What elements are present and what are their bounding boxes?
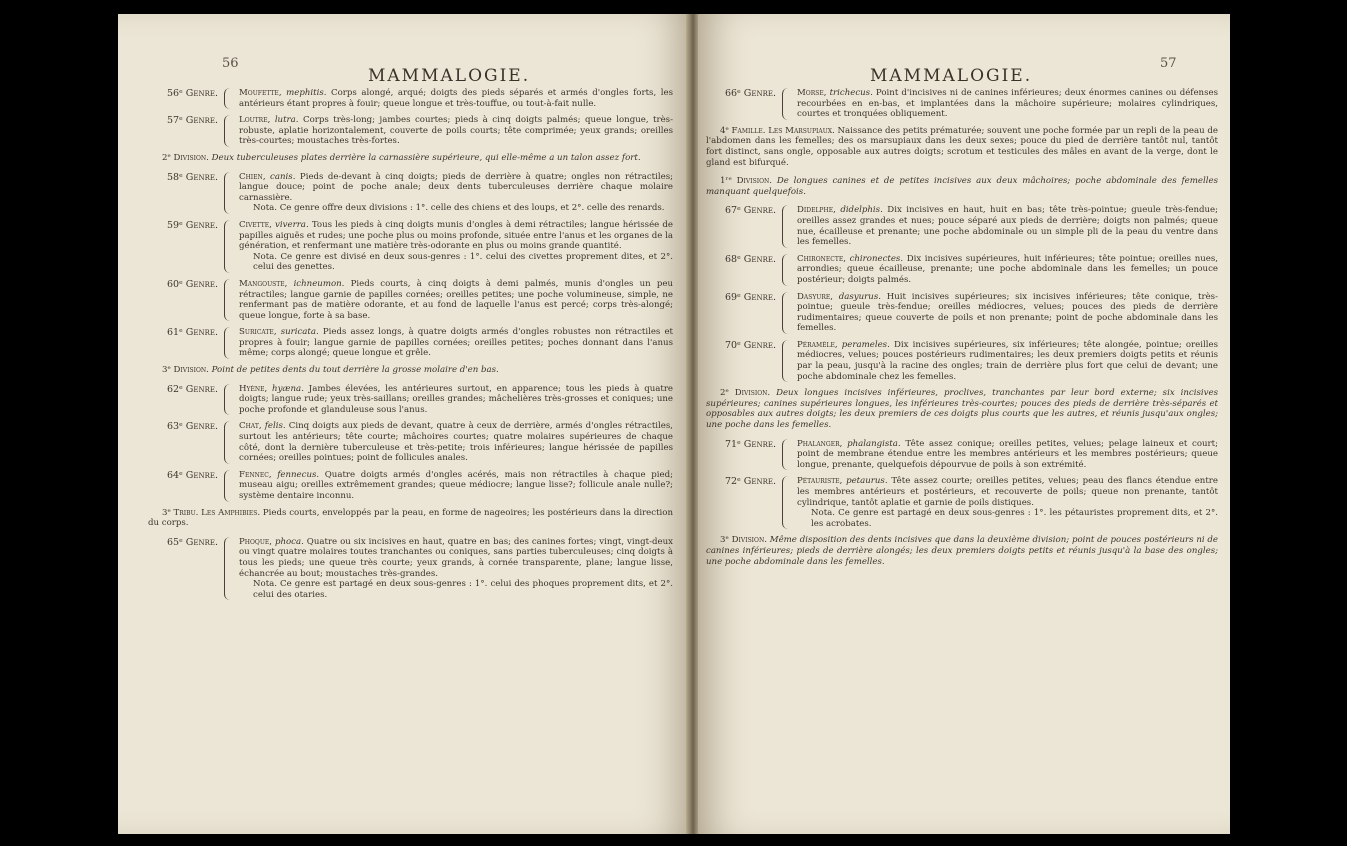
genus-latin: didelphis (840, 205, 881, 216)
page-number-right: 57 (1160, 56, 1177, 71)
genus-nota: Nota. Ce genre offre deux divisions : 1°. celle des chiens et des loups, et 2°. celle des renards. (253, 203, 665, 214)
genus-text: . Corps alongé, arqué; doigts des pieds séparés et armés d'ongles forts, les antérieurs étant propres à fouir; queue longue et très-touffue, ou tout-à-fait nulle. (239, 88, 673, 109)
left-page (118, 14, 690, 834)
genus-name: Dasyure (797, 291, 831, 302)
genus-latin: felis (264, 421, 283, 432)
genus-latin: ichneumon (293, 278, 342, 289)
genus-name: Didelphe (797, 205, 834, 216)
genus-number: 61ᵉ Genre. (166, 327, 218, 339)
genus-text: . Pieds assez longs, à quatre doigts armés d'ongles robustes non rétractiles et propres à fouir; langue garnie de papilles cornées; oreilles petites; poches donnant dans l'anus même; corps alongé; queue longue et grêle. (239, 327, 673, 359)
genus-text: . Dix incisives supérieures, six inférieures; tête alongée, pointue; oreilles médiocres, velues; pouces postérieurs rudimentaires; les deux premiers doigts petits et réunis par la peau, jusqu'à la racine des ongles; train de derrière plus fort que celui de devant; une poche abdominale chez les femelles. (797, 339, 1218, 382)
section-label: 3ᵉ Tribu. (162, 507, 199, 518)
section-name: Les Amphibies (201, 507, 258, 518)
genus-text: . Pieds de-devant à cinq doigts; pieds de derrière à quatre; ongles non rétractiles; langue douce; point de poche anale; deux dents tuberculeuses derrière chaque molaire carnassière. (239, 171, 673, 203)
genus-name: Phalanger (797, 438, 840, 449)
genus-description: Dasyure, dasyurus. Huit incisives supérieures; six incisives inférieures; tête conique, très-pointue; gueule très-fendue; oreilles médiocres, velues; pouces des pieds de derrière rudimentaires; queue couverte de poils et non prenante; point de poche abdominale dans les femelles. (797, 291, 1218, 334)
brace-mark (224, 88, 233, 109)
brace-mark (224, 220, 233, 273)
genus-number: 60ᵉ Genre. (166, 278, 218, 290)
genus-nota: Nota. Ce genre est partagé en deux sous-genres : 1°. celui des phoques proprement dits, et 2°. celui des otaries. (253, 579, 673, 600)
left-page-body (148, 88, 673, 606)
genus-description: Suricate, suricata. Pieds assez longs, à quatre doigts armés d'ongles robustes non rétractiles et propres à fouir; langue garnie de papilles cornées; oreilles petites; poches donnant dans l'anus même; corps alongé; queue longue et grêle. (239, 327, 673, 359)
brace-mark (224, 172, 233, 214)
page-number-left: 56 (222, 56, 239, 71)
genus-description: Phalanger, phalangista. Tête assez conique; oreilles petites, velues; pelage laineux et court; point de membrane étendue entre les membres antérieurs et les membres postérieurs; queue longue, prenante, quelquefois dépourvue de poils à son extrémité. (797, 438, 1219, 470)
genus-number: 59ᵉ Genre. (166, 219, 218, 231)
section-label: 2ᵉ Division. (720, 388, 771, 399)
genus-nota: Nota. Ce genre est divisé en deux sous-genres : 1°. celui des civettes proprement dites, et 2°. celui des genettes. (253, 251, 673, 273)
genus-text: . Corps très-long; jambes courtes; pieds à cinq doigts palmés; queue longue, très-robuste, aplatie horizontalement, couverte de poils courts; tête comprimée; yeux grands; oreilles très-courtes; moustaches très-fortes. (239, 115, 673, 147)
genus-description: Mangouste, ichneumon. Pieds courts, à cinq doigts à demi palmés, munis d'ongles un peu rétractiles; langue garnie de papilles cornées; oreilles petites; une poche volumineuse, simple, ne renfermant pas de matière odorante, et au fond de laquelle l'anus est percé; corps très-alongé; queue longue, forte à sa base. (239, 278, 673, 321)
genus-name: Mangouste (239, 278, 285, 289)
genus-description: Fennec, fennecus. Quatre doigts armés d'ongles acérés, mais non rétractiles à chaque pied; museau aigu; oreilles extrêmement grandes; queue médiocre; langue lisse?; follicule anale nulle?; système dentaire inconnu. (239, 469, 674, 501)
genus-name: Chat (239, 421, 259, 432)
genus-entry (706, 439, 1218, 471)
section-heading (148, 508, 673, 529)
genus-entry (148, 88, 673, 109)
genus-number: 68ᵉ Genre. (724, 253, 776, 265)
genus-latin: hyæna (272, 383, 302, 394)
genus-entry (148, 421, 673, 463)
genus-number: 62ᵉ Genre. (166, 383, 218, 395)
genus-nota: Nota. Ce genre est partagé en deux sous-genres : 1°. les pétauristes proprement dits, et 2°. les acrobates. (811, 508, 1218, 529)
genus-entry (706, 88, 1218, 120)
brace-mark (782, 476, 791, 529)
book-spread (118, 14, 1230, 834)
genus-text: . Pieds courts, à cinq doigts à demi palmés, munis d'ongles un peu rétractiles; langue garnie de papilles cornées; oreilles petites; une poche volumineuse, simple, ne renfermant pas de matière odorante, et au fond de laquelle l'anus est percé; corps très-alongé; queue longue, forte à sa base. (239, 278, 673, 321)
section-heading (706, 535, 1218, 567)
brace-mark (224, 327, 233, 359)
genus-text: . Quatre ou six incisives en haut, quatre en bas; des canines fortes; vingt, vingt-deux ou vingt quatre molaires toutes tranchantes ou coniques, sans parties tuberculeuses; cinq doigts à tous les pieds; une queue très courte; yeux grands, à cornée transparente, plane; langue lisse, échancrée au bout; moustaches très-grandes. (239, 536, 673, 579)
genus-latin: phalangista (847, 438, 898, 449)
genus-entry (706, 340, 1218, 382)
section-label: 3ᵉ Division. (162, 365, 209, 376)
genus-entry (148, 279, 673, 321)
section-heading (148, 365, 673, 376)
genus-text: . Huit incisives supérieures; six incisives inférieures; tête conique, très-pointue; gueule très-fendue; oreilles médiocres, velues; pouces des pieds de derrière rudimentaires; queue couverte de poils et non prenante; point de poche abdominale dans les femelles. (797, 291, 1218, 334)
section-label: 3ᵉ Division. (720, 535, 767, 546)
genus-entry (148, 327, 673, 359)
genus-entry (148, 384, 673, 416)
genus-text: . Tête assez conique; oreilles petites, velues; pelage laineux et court; point de membrane étendue entre les membres antérieurs et les membres postérieurs; queue longue, prenante, quelquefois dépourvue de poils à son extrémité. (797, 438, 1219, 470)
section-heading (148, 153, 673, 164)
genus-number: 72ᵉ Genre. (724, 476, 776, 488)
genus-number: 63ᵉ Genre. (166, 421, 218, 433)
brace-mark (782, 340, 791, 382)
genus-name: Chironecte (797, 253, 844, 264)
genus-latin: trichecus (829, 88, 871, 98)
genus-description: Phoque, phoca. Quatre ou six incisives en haut, quatre en bas; des canines fortes; vingt, vingt-deux ou vingt quatre molaires toutes tranchantes ou coniques, sans parties tuberculeuses; cinq doigts à tous les pieds; une queue très courte; yeux grands, à cornée transparente, plane; langue lisse, échancrée au bout; moustaches très-grandes. Nota. Ce genre est partagé en deux sous-genres : 1°. celui des phoques proprement dits, et 2°. celui des otaries. (239, 536, 673, 600)
genus-entry (706, 254, 1218, 286)
genus-latin: mephitis (286, 88, 324, 98)
genus-text: . Cinq doigts aux pieds de devant, quatre à ceux de derrière, armés d'ongles rétractiles, surtout les antérieurs; tête courte; mâchoires courtes; quatre molaires supérieures de chaque côté, dont la dernière tuberculeuse et très-petite; trois inférieures; langue hérissée de papilles cornées; oreilles pointues; point de follicules anales. (239, 421, 673, 464)
brace-mark (224, 115, 233, 147)
brace-mark (224, 279, 233, 321)
genus-description: Civette, viverra. Tous les pieds à cinq doigts munis d'ongles à demi rétractiles; langue hérissée de papilles aiguës et rudes; une poche plus ou moins profonde, située entre l'anus et les organes de la génération, et renfermant une matière très-odorante en plus ou moins grande quantité. Nota. Ce genre est divisé en deux sous-genres : 1°. celui des civettes proprement dites, et 2°. celui des genettes. (239, 219, 673, 273)
genus-entry (706, 205, 1218, 247)
genus-description: Chironecte, chironectes. Dix incisives supérieures, huit inférieures; tête pointue; oreilles nues, arrondies; queue écailleuse, prenante; une poche abdominale dans les femelles; un pouce postérieur; doigts palmés. (797, 253, 1218, 285)
genus-number: 69ᵉ Genre. (724, 291, 776, 303)
genus-text: . Jambes élevées, les antérieures surtout, en apparence; tous les pieds à quatre doigts; langue rude; yeux très-saillans; oreilles grandes; mâchelières très-grosses et coniques; une poche profonde et glanduleuse sous l'anus. (239, 383, 674, 415)
running-head-right: MAMMALOGIE. (870, 66, 1033, 86)
genus-number: 70ᵉ Genre. (724, 339, 776, 351)
section-text: Deux tuberculeuses plates derrière la carnassière supérieure, qui elle-même a un talon assez fort. (211, 152, 641, 163)
genus-description: Hyène, hyæna. Jambes élevées, les antérieures surtout, en apparence; tous les pieds à quatre doigts; langue rude; yeux très-saillans; oreilles grandes; mâchelières très-grosses et coniques; une poche profonde et glanduleuse sous l'anus. (239, 383, 674, 415)
section-heading (706, 388, 1218, 430)
genus-description: Chien, canis. Pieds de-devant à cinq doigts; pieds de derrière à quatre; ongles non rétractiles; langue douce; point de poche anale; deux dents tuberculeuses derrière chaque molaire carnassière. Nota. Ce genre offre deux divisions : 1°. celle des chiens et des loups, et 2°. celle des renards. (239, 171, 673, 214)
genus-name: Péramèle (797, 339, 835, 350)
genus-name: Hyène (239, 383, 265, 394)
brace-mark (782, 254, 791, 286)
brace-mark (224, 421, 233, 463)
genus-description: Moufette, mephitis. Corps alongé, arqué; doigts des pieds séparés et armés d'ongles forts, les antérieurs étant propres à fouir; queue longue et très-touffue, ou tout-à-fait nulle. (239, 88, 673, 109)
genus-number: 58ᵉ Genre. (166, 171, 218, 183)
genus-entry (148, 537, 673, 601)
genus-description: Pétauriste, petaurus. Tête assez courte; oreilles petites, velues; peau des flancs étendue entre les membres antérieurs et postérieurs, et recouverte de poils; queue non prenante, tantôt cylindrique, tantôt aplatie et garnie de poils distiques. Nota. Ce genre est partagé en deux sous-genres : 1°. les pétauristes proprement dits, et 2°. les acrobates. (797, 476, 1218, 529)
brace-mark (224, 470, 233, 502)
brace-mark (782, 439, 791, 471)
genus-number: 71ᵉ Genre. (724, 438, 776, 450)
genus-number: 57ᵉ Genre. (166, 115, 218, 127)
genus-latin: canis (270, 171, 293, 182)
brace-mark (224, 384, 233, 416)
section-label: 1ʳᵉ Division. (720, 176, 772, 187)
genus-text: . Tous les pieds à cinq doigts munis d'ongles à demi rétractiles; langue hérissée de papilles aiguës et rudes; une poche plus ou moins profonde, située entre l'anus et les organes de la génération, et renfermant une matière très-odorante en plus ou moins grande quantité. (239, 219, 673, 252)
genus-entry (706, 476, 1218, 529)
section-heading (706, 176, 1218, 197)
section-name: Les Marsupiaux (768, 125, 833, 136)
brace-mark (782, 205, 791, 247)
genus-number: 65ᵉ Genre. (166, 536, 218, 548)
genus-entry (148, 220, 673, 273)
genus-entry (148, 172, 673, 214)
section-text: . Pieds courts, enveloppés par la peau, en forme de nageoires; les postérieurs dans la direction du corps. (148, 507, 673, 529)
genus-text: . Tête assez courte; oreilles petites, velues; peau des flancs étendue entre les membres antérieurs et postérieurs, et recouverte de poils; queue non prenante, tantôt cylindrique, tantôt aplatie et garnie de poils distiques. (797, 476, 1218, 508)
genus-entry (706, 292, 1218, 334)
genus-latin: fennecus (277, 469, 317, 480)
section-text: . Naissance des petits prématurée; souvent une poche formée par un repli de la peau de l'abdomen dans les femelles; des os marsupiaux dans les deux sexes; pouce du pied de derrière tantôt nul, tantôt fort distinct, sans ongle, opposable aux autres doigts; scrotum et testicules des mâles en avant de la verge, dont le gland est bifurqué. (706, 125, 1218, 168)
genus-text: . Dix incisives supérieures, huit inférieures; tête pointue; oreilles nues, arrondies; queue écailleuse, prenante; une poche abdominale dans les femelles; un pouce postérieur; doigts palmés. (797, 253, 1218, 285)
genus-entry (148, 115, 673, 147)
section-heading (706, 126, 1218, 168)
section-text: Point de petites dents du tout derrière la grosse molaire d'en bas. (211, 365, 499, 376)
section-label: 2ᵉ Division. (162, 152, 209, 163)
genus-number: 67ᵉ Genre. (724, 205, 776, 217)
right-page (698, 14, 1230, 834)
genus-latin: chironectes (849, 253, 901, 264)
section-text: Deux longues incisives inférieures, proclives, tranchantes par leur bord externe; six incisives supérieures; canines supérieures longues, les inférieures très-courtes; pouces des pieds de derrière très-séparés et opposables aux autres doigts; les deux premiers de ces doigts plus courts que les autres, et réunis jusqu'aux ongles; une poche dans les femelles. (706, 388, 1219, 431)
genus-name: Civette (239, 219, 270, 230)
genus-description: Péramèle, perameles. Dix incisives supérieures, six inférieures; tête alongée, pointue; oreilles médiocres, velues; pouces postérieurs rudimentaires; les deux premiers doigts petits et réunis par la peau, jusqu'à la racine des ongles; train de derrière plus fort que celui de devant; une poche abdominale chez les femelles. (797, 339, 1218, 382)
genus-latin: petaurus (846, 476, 885, 487)
genus-latin: dasyurus (838, 291, 879, 302)
genus-name: Chien (239, 171, 263, 182)
genus-name: Loutre (239, 115, 268, 126)
genus-name: Pétauriste (797, 476, 840, 487)
genus-latin: perameles (841, 339, 888, 350)
genus-text: . Point d'incisives ni de canines inférieures; deux énormes canines ou défenses recourbées en en-bas, et implantées dans la mâchoire supérieure; molaires cylindriques, courtes et tronquées obliquement. (797, 88, 1218, 120)
genus-description: Loutre, lutra. Corps très-long; jambes courtes; pieds à cinq doigts palmés; queue longue, très-robuste, aplatie horizontalement, couverte de poils courts; tête comprimée; yeux grands; oreilles très-courtes; moustaches très-fortes. (239, 115, 673, 147)
genus-name: Morse (797, 88, 824, 98)
genus-description: Morse, trichecus. Point d'incisives ni de canines inférieures; deux énormes canines ou défenses recourbées en en-bas, et implantées dans la mâchoire supérieure; molaires cylindriques, courtes et tronquées obliquement. (797, 88, 1218, 120)
section-label: 4ᵉ Famille. (720, 125, 766, 136)
genus-description: Chat, felis. Cinq doigts aux pieds de devant, quatre à ceux de derrière, armés d'ongles rétractiles, surtout les antérieurs; tête courte; mâchoires courtes; quatre molaires supérieures de chaque côté, dont la dernière tuberculeuse et très-petite; trois inférieures; langue hérissée de papilles cornées; oreilles pointues; point de follicules anales. (239, 421, 673, 464)
brace-mark (782, 88, 791, 120)
genus-number: 56ᵉ Genre. (166, 88, 218, 99)
genus-text: . Quatre doigts armés d'ongles acérés, mais non rétractiles à chaque pied; museau aigu; oreilles extrêmement grandes; queue médiocre; langue lisse?; follicule anale nulle?; système dentaire inconnu. (239, 469, 674, 501)
genus-latin: suricata (280, 327, 317, 338)
genus-name: Moufette (239, 88, 279, 98)
brace-mark (224, 537, 233, 601)
right-page-body (706, 88, 1218, 575)
genus-name: Suricate (239, 327, 274, 338)
brace-mark (782, 292, 791, 334)
section-text: De longues canines et de petites incisives aux deux mâchoires; poche abdominale des femelles manquant quelquefois. (706, 176, 1218, 197)
genus-entry (148, 470, 673, 502)
genus-number: 66ᵉ Genre. (724, 88, 776, 99)
genus-latin: viverra (275, 219, 306, 230)
genus-text: . Dix incisives en haut, huit en bas; tête très-pointue; gueule très-fendue; oreilles assez grandes et nues; pouce séparé aux pieds de derrière; doigts non palmés; queue nue, écailleuse et prenante; une poche abdominale ou un simple pli de la peau du ventre dans les femelles. (797, 205, 1218, 248)
genus-description: Didelphe, didelphis. Dix incisives en haut, huit en bas; tête très-pointue; gueule très-fendue; oreilles assez grandes et nues; pouce séparé aux pieds de derrière; doigts non palmés; queue nue, écailleuse et prenante; une poche abdominale ou un simple pli de la peau du ventre dans les femelles. (797, 205, 1218, 248)
running-head-left: MAMMALOGIE. (368, 66, 531, 86)
genus-name: Phoque (239, 536, 270, 547)
genus-number: 64ᵉ Genre. (166, 469, 218, 481)
section-text: Même disposition des dents incisives que dans la deuxième division; point de pouces postérieurs ni de canines inférieures; pieds de derrière alongés; les deux premiers doigts petits et réunis jusqu'à la base des ongles; une poche abdominale dans les femelles. (706, 535, 1218, 567)
genus-name: Fennec (239, 469, 269, 480)
genus-latin: lutra (274, 115, 296, 126)
genus-latin: phoca (274, 536, 302, 547)
